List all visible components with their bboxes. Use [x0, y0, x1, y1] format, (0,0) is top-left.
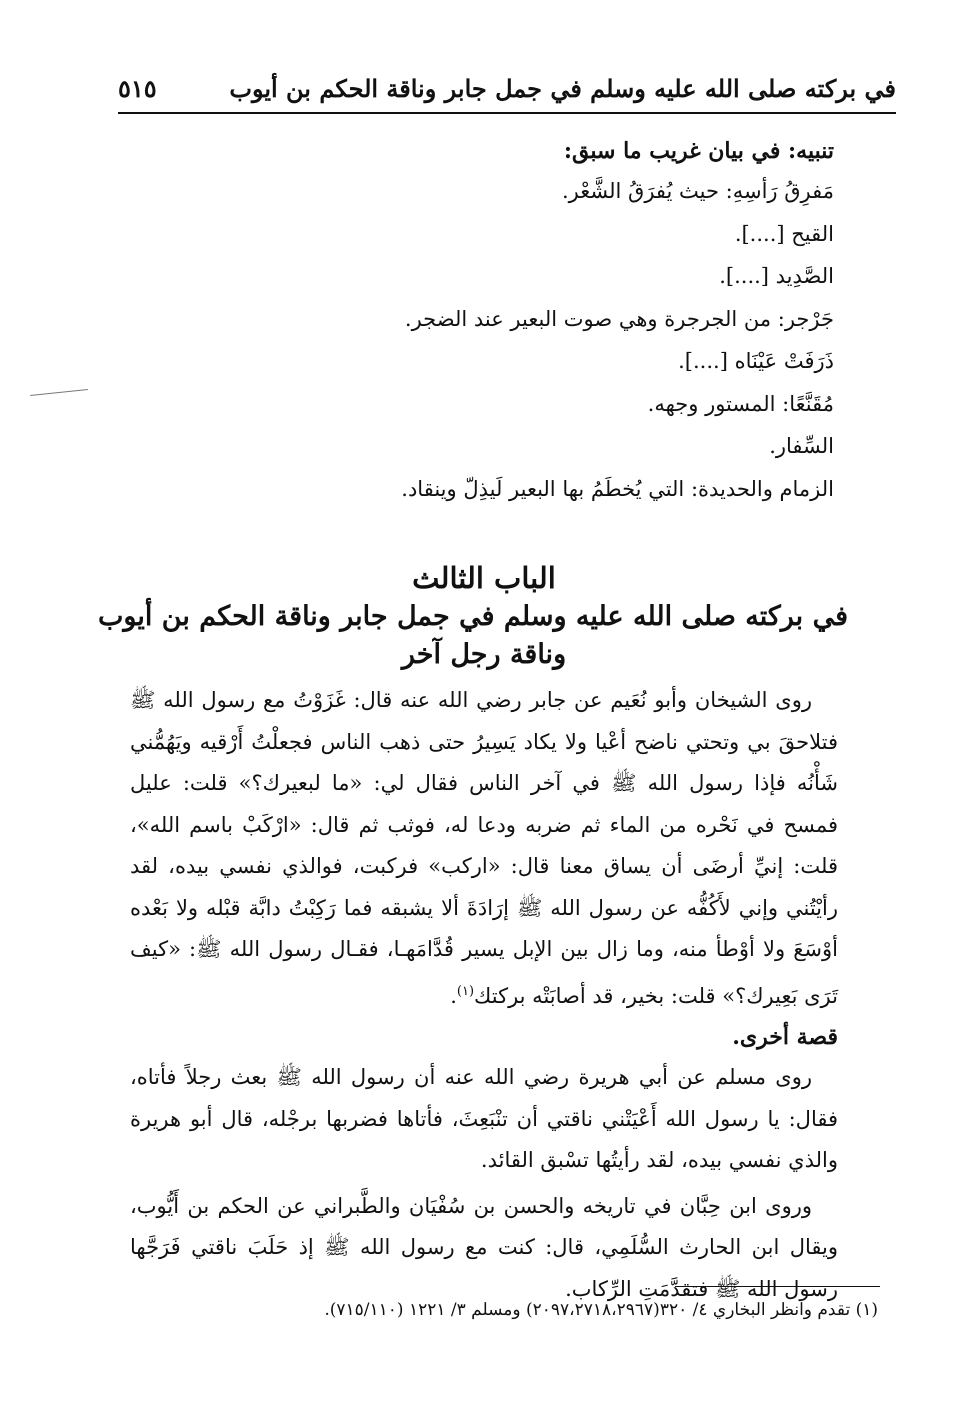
footnote-rule: [675, 1286, 880, 1287]
gloss-item: مَفرِقُ رَأسِهِ: حيث يُفرَقُ الشَّعْر.: [561, 179, 834, 203]
footnote-ref[interactable]: (١): [456, 983, 475, 999]
margin-stray-mark: [30, 389, 88, 396]
paragraph-abu-hurayra: روى مسلم عن أبي هريرة رضي الله عنه أن رسول الله ﷺ بعث رجلاً فأتاه، فقال: يا رسول الله أَعْيَتْني ناقتي أن تنْبَعِثَ، فأتاها فضربها برجْله، قال أبو هريرة والذي نفسي بيده، لقد رأيتُها تسْبق القائد.: [130, 1065, 838, 1172]
running-title: في بركته صلى الله عليه وسلم في جمل جابر وناقة الحكم بن أيوب: [229, 74, 896, 103]
gloss-item: مُقَنَّعًا: المستور وجهه.: [647, 391, 834, 416]
running-header: [112, 72, 896, 112]
gloss-item: الزمام والحديدة: التي يُخطَمُ بها البعير لَيذِلّ وينقاد.: [401, 476, 834, 501]
glossary-note: [120, 132, 834, 510]
paragraph-hakam: وروى ابن حِبَّان في تاريخه والحسن بن سُفْيَان والطَّبراني عن الحكم بن أَيُّوب، ويقال ابن الحارث السُّلَمِي، قال: كنت مع رسول الله ﷺ إذ حَلَبَ ناقتي فَرَجَّها رسول الله ﷺ فتقدَّمَتِ الرِّكاب.: [130, 1193, 838, 1301]
paragraph-text: روى الشيخان وأبو نُعَيم عن جابر رضي الله عنه قال: غَزَوْتُ مع رسول الله ﷺ فتلاحقَ بي وتحتي ناضح أعْيا ولا يكاد يَسِيرُ حتى ذهب الناس فجعلْتُ أَرْقيه ويَهُمُّني شَأْنُه فإذا رسول الله ﷺ في آخر الناس فقال لي: «ما لبعيرك؟» قلت: عليل فمسح في نَحْره من الماء ثم ضربه ودعا له، فوثب ثم قال: «ارْكَبْ باسم الله»، قلت: إنيِّ أرضَى أن يساق معنا قال: «اركب» فركبت، فوالذي نفسي بيده، لقد رأيْتُني وإني لأَكُفُّه عن رسول الله ﷺ إرَادَةَ ألا يشبقه فما رَكِبْتُ دابَّة قبْله ولا بَعْده أوْسَعَ ولا أوْطأ منه، وما زال بين الإبل يسير قُدَّامَهـا، فقـال رسول الله ﷺ: «كيف تَرَى بَعِيرك؟» قلت: بخير، قد أصابَتْه بركتك: [130, 688, 838, 1008]
chapter-label: الباب الثالث: [412, 561, 556, 595]
note-heading: تنبيه: في بيان غريب ما سبق:: [563, 138, 834, 164]
paragraph-end: .: [450, 983, 457, 1008]
paragraph-jabir: [130, 680, 838, 1017]
page-number: ٥١٥: [118, 74, 157, 103]
gloss-item: السِّفار.: [769, 434, 834, 458]
chapter-heading: [98, 558, 848, 674]
header-rule: [118, 112, 896, 114]
chapter-title-line2: وناقة رجل آخر: [401, 639, 567, 670]
chapter-body: [130, 680, 838, 1310]
gloss-item: ذَرَفَتْ عَيْنَاه [....].: [678, 349, 834, 373]
footnote: (١) تقدم وانظر البخاري ٤/ ٣٢٠(٢٠٩٧،٢٧١٨،٢٩٦٧) ومسلم ٣/ ١٢٢١ (٧١٥/١١٠).: [324, 1300, 878, 1320]
gloss-item: القيح [....].: [734, 221, 834, 246]
gloss-item: الصَّدِيد [....].: [719, 264, 834, 288]
chapter-title-line1: في بركته صلى الله عليه وسلم في جمل جابر وناقة الحكم بن أيوب: [98, 601, 848, 632]
section-subheading: قصة أخرى.: [732, 1024, 838, 1050]
gloss-item: جَرْجر: من الجرجرة وهي صوت البعير عند الضجر.: [404, 306, 834, 331]
